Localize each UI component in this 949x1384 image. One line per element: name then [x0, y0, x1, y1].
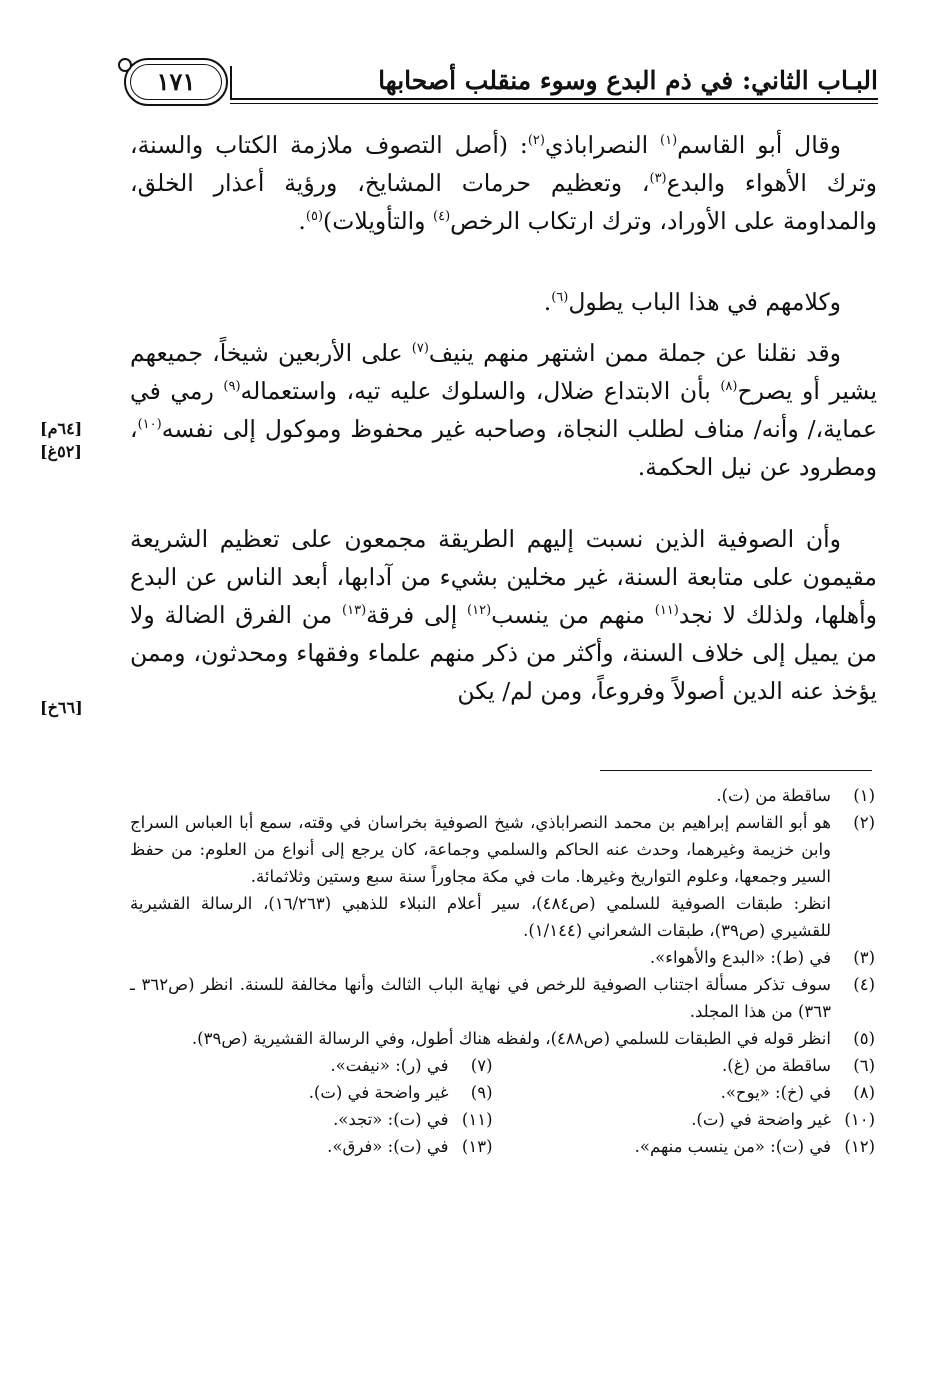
footnote-ref[interactable]: (٧): [411, 341, 429, 357]
footnote-item: (١٢) في (ت): «من ينسب منهم».: [634, 1137, 875, 1156]
footnote-item: (٥) انظر قوله في الطبقات للسلمي (ص٤٨٨)، ولفظه هناك أطول، وفي الرسالة القشيرية (ص٣٩).: [191, 1029, 875, 1048]
footnote-ref[interactable]: (١٣): [342, 603, 367, 619]
header-rule-thin: [230, 103, 878, 104]
footnotes-two-column: [130, 1052, 875, 1160]
footnote-item: (٣) في (ط): «البدع والأهواء».: [649, 948, 875, 967]
footnote-item: (٩) غير واضحة في (ت).: [308, 1083, 493, 1102]
margin-note: [٦٦خ]: [40, 698, 83, 717]
footnote-ref[interactable]: (٣): [649, 171, 667, 187]
paragraph-4: وأن الصوفية الذين نسبت إليهم الطريقة مجمعون على تعظيم الشريعة مقيمون على متابعة السنة، غير مخلين بشيء من آدابها، أبعد الناس عن البدع وأهلها، ولذلك لا نجد$^{(١١)}$ منهم من ينسب$^{(١٢)}$ إلى فرقة$^{(١٣)}$ من الفرق الضالة ولا من يميل إلى خلاف السنة، وأكثر من ذكر منهم علماء وفقهاء ومحدثون، وممن يؤخذ عنه الدين أصولاً وفروعاً، ومن لم/ يكن: [130, 525, 878, 705]
footnote-ref[interactable]: (٥): [305, 209, 324, 225]
margin-note: [٦٤م]: [40, 419, 83, 438]
footnote-item: (٦) ساقطة من (غ).: [722, 1056, 875, 1075]
footnote-ref[interactable]: (١١): [654, 603, 679, 619]
footnote-ref[interactable]: (١٢): [467, 603, 492, 619]
paragraph-1: وقال أبو القاسم$^{(١)}$ النصراباذي$^{(٢)}$: (أصل التصوف ملازمة الكتاب والسنة، وترك الأهواء والبدع$^{(٣)}$، وتعظيم حرمات المشايخ، ورؤية أعذار الخلق، والمداومة على الأوراد، وترك ارتكاب الرخص$^{(٤)}$ والتأويلات)$^{(٥)}$.: [130, 131, 877, 235]
footnote-ref[interactable]: (٩): [223, 379, 241, 395]
footnote-ref[interactable]: (١): [660, 133, 678, 149]
page-number: ١٧١: [130, 64, 222, 100]
header-rule: [230, 98, 878, 100]
footnote-separator: [600, 770, 872, 771]
footnote-ref[interactable]: (٨): [720, 379, 738, 395]
footnote-continuation: انظر: طبقات الصوفية للسلمي (ص٤٨٤)، سير أعلام النبلاء للذهبي (١٦/٢٦٣)، الرسالة القشيرية للقشيري (ص٣٩)، طبقات الشعراني (١/١٤٤).: [130, 894, 831, 940]
footnote-ref[interactable]: (١٠): [137, 417, 162, 433]
footnotes: [130, 782, 875, 1160]
footnote-item: (١) ساقطة من (ت).: [716, 786, 875, 805]
header-divider-vertical: [230, 66, 232, 100]
paragraph-3: وقد نقلنا عن جملة ممن اشتهر منهم ينيف$^{(٧)}$ على الأربعين شيخاً، جميعهم يشير أو يصرح$^{(٨)}$ بأن الابتداع ضلال، والسلوك عليه تيه، واستعماله$^{(٩)}$ رمي في عماية،/ وأنه/ مناف لطلب النجاة، وصاحبه غير محفوظ وموكول إلى نفسه$^{(١٠)}$، ومطرود عن نيل الحكمة.: [130, 339, 877, 481]
footnote-item: (٢) هو أبو القاسم إبراهيم بن محمد النصراباذي، شيخ الصوفية بخراسان في وقته، سمع أبا العباس السراج وابن خزيمة وغيرهما، وحدث عنه الحاكم والسلمي وجماعة، كان يرجع إلى أنواع من العلوم: من حفظ السير وجمعها، وعلوم التواريخ وغيرها. مات في مكة مجاوراً سنة سبع وستين وثلاثمائة.: [130, 813, 875, 886]
margin-note: [٥٢غ]: [40, 442, 82, 461]
footnote-item: (٧) في (ر): «نيفت».: [330, 1056, 493, 1075]
chapter-title: البـاب الثاني: في ذم البدع وسوء منقلب أصحابها: [378, 66, 878, 95]
running-header: [118, 52, 878, 110]
footnote-item: (٨) في (خ): «يوح».: [720, 1083, 875, 1102]
footnote-item: (١١) في (ت): «تجد».: [333, 1110, 493, 1129]
paragraph-2: وكلامهم في هذا الباب يطول$^{(٦)}$.: [543, 288, 841, 316]
footnote-ref[interactable]: (٦): [551, 290, 569, 306]
footnote-item: (٤) سوف تذكر مسألة اجتناب الصوفية للرخص في نهاية الباب الثالث وأنها مخالفة للسنة. انظر (ص٣٦٢ ـ ٣٦٣) من هذا المجلد.: [130, 975, 875, 1021]
footnote-item: (١٣) في (ت): «فرق».: [327, 1137, 493, 1156]
footnote-ref[interactable]: (٤): [433, 209, 451, 225]
page-number-badge: [124, 58, 228, 106]
footnote-ref[interactable]: (٢): [527, 133, 545, 149]
ornament-dot: [118, 58, 132, 72]
footnote-item: (١٠) غير واضحة في (ت).: [691, 1110, 875, 1129]
